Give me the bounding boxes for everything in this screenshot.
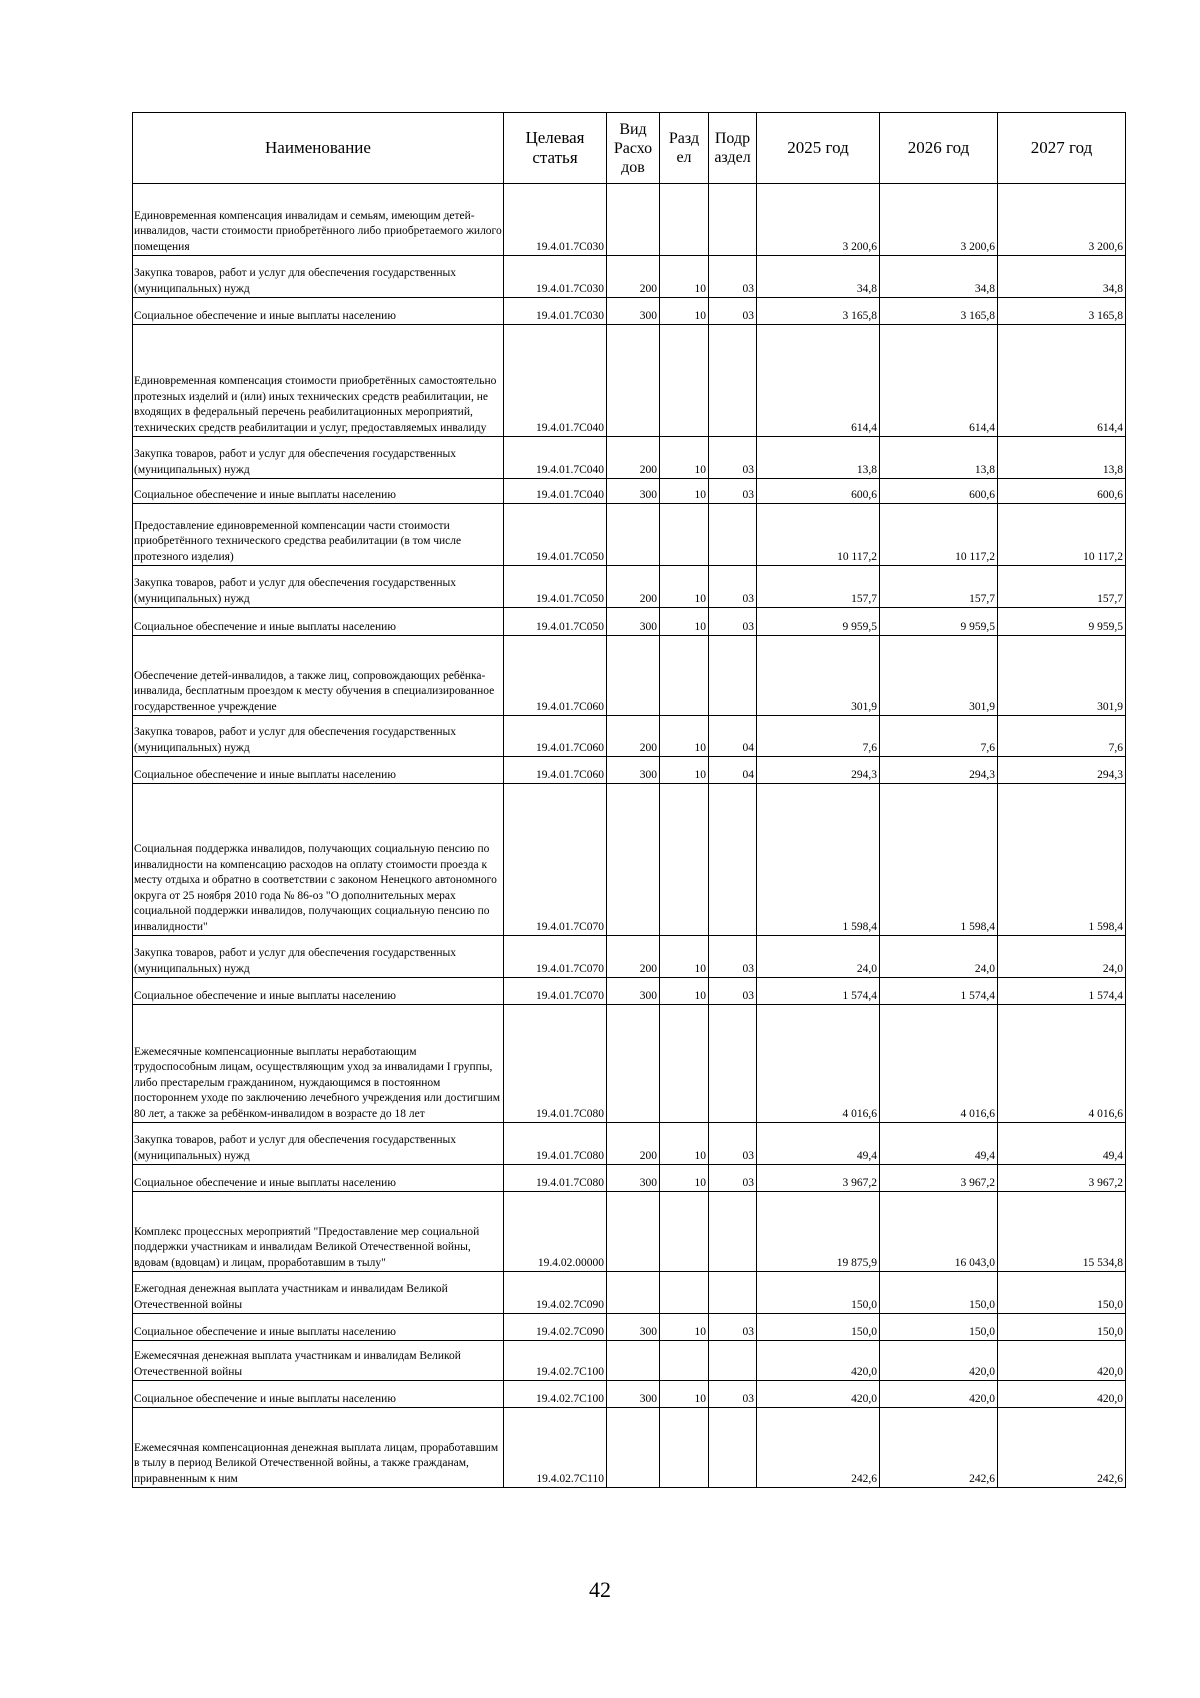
row-target-article: 19.4.01.7С060 <box>504 716 607 757</box>
row-value-2025: 420,0 <box>757 1381 880 1408</box>
row-expense-type: 300 <box>607 1165 660 1192</box>
row-subsection: 03 <box>709 256 757 298</box>
row-name: Единовременная компенсация инвалидам и семьям, имеющим детей-инвалидов, части стоимости приобретённого либо приобретаемого жилого помещения <box>133 184 504 256</box>
row-subsection: 03 <box>709 1165 757 1192</box>
row-expense-type: 300 <box>607 298 660 325</box>
row-name: Закупка товаров, работ и услуг для обеспечения государственных (муниципальных) нужд <box>133 936 504 978</box>
row-value-2025: 3 165,8 <box>757 298 880 325</box>
table-row <box>133 636 1126 716</box>
row-section <box>660 784 709 936</box>
row-target-article: 19.4.01.7С080 <box>504 1123 607 1165</box>
row-value-2026: 9 959,5 <box>880 608 998 636</box>
row-section: 10 <box>660 716 709 757</box>
row-subsection: 03 <box>709 1123 757 1165</box>
row-section: 10 <box>660 1381 709 1408</box>
table-row <box>133 1381 1126 1408</box>
row-value-2026: 614,4 <box>880 325 998 437</box>
row-subsection <box>709 1272 757 1314</box>
row-target-article: 19.4.01.7С080 <box>504 1005 607 1123</box>
row-value-2026: 13,8 <box>880 437 998 479</box>
row-subsection: 03 <box>709 608 757 636</box>
row-target-article: 19.4.01.7С070 <box>504 978 607 1005</box>
row-expense-type <box>607 1341 660 1381</box>
row-name: Комплекс процессных мероприятий "Предоставление мер социальной поддержки участникам и инвалидам Великой Отечественной войны, вдовам (вдовцам) и лицам, проработавшим в тылу" <box>133 1192 504 1272</box>
row-value-2026: 242,6 <box>880 1408 998 1488</box>
header-subsection: Подр аздел <box>709 113 757 184</box>
row-value-2025: 157,7 <box>757 566 880 608</box>
table-row <box>133 566 1126 608</box>
row-expense-type: 300 <box>607 479 660 504</box>
table-row <box>133 325 1126 437</box>
table-row <box>133 784 1126 936</box>
row-target-article: 19.4.01.7С060 <box>504 636 607 716</box>
table-header-row <box>133 113 1126 184</box>
row-name: Единовременная компенсация стоимости приобретённых самостоятельно протезных изделий и (или) иных технических средств реабилитации, не входящих в федеральный перечень реабилитационных мероприятий, технических средств реабилитации и услуг, предоставляемых инвалиду <box>133 325 504 437</box>
table-row <box>133 716 1126 757</box>
row-value-2027: 7,6 <box>998 716 1126 757</box>
table-row <box>133 608 1126 636</box>
row-value-2027: 614,4 <box>998 325 1126 437</box>
row-value-2025: 34,8 <box>757 256 880 298</box>
row-section: 10 <box>660 1314 709 1341</box>
row-subsection: 03 <box>709 437 757 479</box>
row-value-2027: 1 598,4 <box>998 784 1126 936</box>
row-value-2026: 301,9 <box>880 636 998 716</box>
row-expense-type <box>607 325 660 437</box>
row-section <box>660 1192 709 1272</box>
row-name: Социальное обеспечение и иные выплаты населению <box>133 978 504 1005</box>
row-value-2027: 4 016,6 <box>998 1005 1126 1123</box>
row-subsection: 03 <box>709 479 757 504</box>
row-value-2025: 150,0 <box>757 1314 880 1341</box>
table-row <box>133 1314 1126 1341</box>
header-name: Наименование <box>133 113 504 184</box>
row-value-2026: 1 598,4 <box>880 784 998 936</box>
row-name: Социальное обеспечение и иные выплаты населению <box>133 1165 504 1192</box>
table-row <box>133 1123 1126 1165</box>
row-name: Ежемесячные компенсационные выплаты неработающим трудоспособным лицам, осуществляющим уход за инвалидами I группы, либо престарелым гражданином, нуждающимся в постоянном постороннем уходе по заключению лечебного учреждения или достигшим 80 лет, а также за ребёнком-инвалидом в возрасте до 18 лет <box>133 1005 504 1123</box>
row-name: Закупка товаров, работ и услуг для обеспечения государственных (муниципальных) нужд <box>133 1123 504 1165</box>
row-target-article: 19.4.02.7С090 <box>504 1272 607 1314</box>
row-value-2026: 150,0 <box>880 1314 998 1341</box>
row-value-2027: 34,8 <box>998 256 1126 298</box>
row-expense-type: 200 <box>607 1123 660 1165</box>
row-section <box>660 184 709 256</box>
row-name: Закупка товаров, работ и услуг для обеспечения государственных (муниципальных) нужд <box>133 437 504 479</box>
row-name: Социальное обеспечение и иные выплаты населению <box>133 757 504 784</box>
row-expense-type <box>607 784 660 936</box>
row-value-2027: 49,4 <box>998 1123 1126 1165</box>
row-target-article: 19.4.02.00000 <box>504 1192 607 1272</box>
row-value-2026: 16 043,0 <box>880 1192 998 1272</box>
table-row <box>133 256 1126 298</box>
row-value-2027: 301,9 <box>998 636 1126 716</box>
row-name: Социальное обеспечение и иные выплаты населению <box>133 1314 504 1341</box>
row-value-2026: 4 016,6 <box>880 1005 998 1123</box>
row-subsection <box>709 1341 757 1381</box>
row-value-2027: 3 200,6 <box>998 184 1126 256</box>
budget-table-container <box>132 112 1125 1488</box>
table-row <box>133 978 1126 1005</box>
row-expense-type: 300 <box>607 757 660 784</box>
row-subsection <box>709 504 757 566</box>
row-subsection <box>709 325 757 437</box>
row-target-article: 19.4.02.7С110 <box>504 1408 607 1488</box>
row-name: Ежемесячная денежная выплата участникам и инвалидам Великой Отечественной войны <box>133 1341 504 1381</box>
row-value-2025: 150,0 <box>757 1272 880 1314</box>
row-expense-type <box>607 184 660 256</box>
row-value-2026: 3 165,8 <box>880 298 998 325</box>
row-section <box>660 1341 709 1381</box>
row-target-article: 19.4.01.7С060 <box>504 757 607 784</box>
row-value-2027: 294,3 <box>998 757 1126 784</box>
row-value-2027: 242,6 <box>998 1408 1126 1488</box>
row-target-article: 19.4.01.7С030 <box>504 184 607 256</box>
row-expense-type: 200 <box>607 566 660 608</box>
row-expense-type <box>607 1192 660 1272</box>
row-section: 10 <box>660 566 709 608</box>
table-row <box>133 936 1126 978</box>
row-value-2025: 301,9 <box>757 636 880 716</box>
header-target-article: Целевая статья <box>504 113 607 184</box>
row-subsection: 03 <box>709 1314 757 1341</box>
row-expense-type: 300 <box>607 1314 660 1341</box>
row-value-2027: 420,0 <box>998 1341 1126 1381</box>
row-subsection: 04 <box>709 716 757 757</box>
table-row <box>133 437 1126 479</box>
row-value-2026: 1 574,4 <box>880 978 998 1005</box>
row-subsection <box>709 184 757 256</box>
row-target-article: 19.4.01.7С050 <box>504 504 607 566</box>
row-section: 10 <box>660 479 709 504</box>
row-name: Закупка товаров, работ и услуг для обеспечения государственных (муниципальных) нужд <box>133 566 504 608</box>
table-row <box>133 1272 1126 1314</box>
table-row <box>133 1192 1126 1272</box>
row-subsection: 03 <box>709 936 757 978</box>
table-row <box>133 1341 1126 1381</box>
header-expense-type: Вид Расхо дов <box>607 113 660 184</box>
row-value-2025: 1 574,4 <box>757 978 880 1005</box>
row-value-2025: 49,4 <box>757 1123 880 1165</box>
table-row <box>133 1165 1126 1192</box>
row-value-2026: 420,0 <box>880 1341 998 1381</box>
row-value-2026: 24,0 <box>880 936 998 978</box>
row-section <box>660 1408 709 1488</box>
row-value-2027: 3 165,8 <box>998 298 1126 325</box>
table-row <box>133 298 1126 325</box>
row-target-article: 19.4.01.7С050 <box>504 608 607 636</box>
row-value-2026: 157,7 <box>880 566 998 608</box>
row-target-article: 19.4.01.7С070 <box>504 936 607 978</box>
row-section: 10 <box>660 256 709 298</box>
row-target-article: 19.4.01.7С030 <box>504 298 607 325</box>
row-section: 10 <box>660 608 709 636</box>
row-value-2025: 7,6 <box>757 716 880 757</box>
row-expense-type <box>607 1408 660 1488</box>
row-subsection: 04 <box>709 757 757 784</box>
row-target-article: 19.4.02.7С090 <box>504 1314 607 1341</box>
row-expense-type: 300 <box>607 608 660 636</box>
row-subsection <box>709 1005 757 1123</box>
row-section <box>660 1005 709 1123</box>
row-section <box>660 636 709 716</box>
row-section: 10 <box>660 978 709 1005</box>
row-value-2026: 49,4 <box>880 1123 998 1165</box>
row-value-2026: 10 117,2 <box>880 504 998 566</box>
row-value-2025: 1 598,4 <box>757 784 880 936</box>
row-subsection: 03 <box>709 298 757 325</box>
row-value-2026: 600,6 <box>880 479 998 504</box>
row-value-2026: 3 200,6 <box>880 184 998 256</box>
row-section: 10 <box>660 1123 709 1165</box>
row-section <box>660 325 709 437</box>
row-target-article: 19.4.02.7С100 <box>504 1341 607 1381</box>
row-section: 10 <box>660 757 709 784</box>
row-name: Социальное обеспечение и иные выплаты населению <box>133 298 504 325</box>
table-row <box>133 1005 1126 1123</box>
row-value-2027: 13,8 <box>998 437 1126 479</box>
row-value-2026: 150,0 <box>880 1272 998 1314</box>
row-value-2025: 3 200,6 <box>757 184 880 256</box>
row-value-2027: 9 959,5 <box>998 608 1126 636</box>
row-expense-type: 300 <box>607 978 660 1005</box>
header-section: Разд ел <box>660 113 709 184</box>
row-value-2025: 4 016,6 <box>757 1005 880 1123</box>
row-value-2026: 34,8 <box>880 256 998 298</box>
row-value-2027: 157,7 <box>998 566 1126 608</box>
row-target-article: 19.4.01.7С070 <box>504 784 607 936</box>
table-row <box>133 479 1126 504</box>
row-value-2025: 13,8 <box>757 437 880 479</box>
table-row <box>133 184 1126 256</box>
row-target-article: 19.4.01.7С050 <box>504 566 607 608</box>
row-value-2026: 3 967,2 <box>880 1165 998 1192</box>
row-expense-type: 200 <box>607 256 660 298</box>
row-section: 10 <box>660 437 709 479</box>
row-value-2027: 10 117,2 <box>998 504 1126 566</box>
header-year-2025: 2025 год <box>757 113 880 184</box>
row-section: 10 <box>660 298 709 325</box>
row-subsection <box>709 1192 757 1272</box>
row-subsection: 03 <box>709 1381 757 1408</box>
row-expense-type <box>607 1005 660 1123</box>
row-value-2025: 294,3 <box>757 757 880 784</box>
row-value-2025: 24,0 <box>757 936 880 978</box>
table-row <box>133 1408 1126 1488</box>
page-number: 42 <box>589 1577 611 1602</box>
row-value-2027: 420,0 <box>998 1381 1126 1408</box>
row-section <box>660 1272 709 1314</box>
row-subsection <box>709 1408 757 1488</box>
row-value-2027: 15 534,8 <box>998 1192 1126 1272</box>
row-value-2025: 614,4 <box>757 325 880 437</box>
row-name: Социальное обеспечение и иные выплаты населению <box>133 479 504 504</box>
row-value-2027: 1 574,4 <box>998 978 1126 1005</box>
row-value-2027: 3 967,2 <box>998 1165 1126 1192</box>
table-body <box>133 184 1126 1488</box>
row-value-2025: 3 967,2 <box>757 1165 880 1192</box>
row-target-article: 19.4.02.7С100 <box>504 1381 607 1408</box>
row-section <box>660 504 709 566</box>
row-target-article: 19.4.01.7С040 <box>504 437 607 479</box>
table-row <box>133 757 1126 784</box>
row-expense-type: 200 <box>607 437 660 479</box>
row-value-2027: 150,0 <box>998 1314 1126 1341</box>
row-name: Ежемесячная компенсационная денежная выплата лицам, проработавшим в тылу в период Великой Отечественной войны, а также гражданам, приравненным к ним <box>133 1408 504 1488</box>
table-row <box>133 504 1126 566</box>
row-value-2025: 600,6 <box>757 479 880 504</box>
row-name: Социальное обеспечение и иные выплаты населению <box>133 1381 504 1408</box>
row-value-2027: 150,0 <box>998 1272 1126 1314</box>
row-name: Закупка товаров, работ и услуг для обеспечения государственных (муниципальных) нужд <box>133 716 504 757</box>
row-section: 10 <box>660 936 709 978</box>
budget-table <box>132 112 1126 1488</box>
row-value-2026: 420,0 <box>880 1381 998 1408</box>
row-value-2025: 10 117,2 <box>757 504 880 566</box>
row-subsection: 03 <box>709 566 757 608</box>
row-target-article: 19.4.01.7С040 <box>504 479 607 504</box>
row-value-2026: 7,6 <box>880 716 998 757</box>
row-expense-type <box>607 636 660 716</box>
row-value-2027: 24,0 <box>998 936 1126 978</box>
row-expense-type <box>607 504 660 566</box>
row-value-2025: 9 959,5 <box>757 608 880 636</box>
row-target-article: 19.4.01.7С030 <box>504 256 607 298</box>
header-year-2026: 2026 год <box>880 113 998 184</box>
row-target-article: 19.4.01.7С040 <box>504 325 607 437</box>
row-subsection <box>709 784 757 936</box>
row-name: Социальная поддержка инвалидов, получающих социальную пенсию по инвалидности на компенсацию расходов на оплату стоимости проезда к месту отдыха и обратно в соответствии с законом Ненецкого автономного округа от 25 ноября 2010 года № 86-оз "О дополнительных мерах социальной поддержки инвалидов, получающих социальную пенсию по инвалидности" <box>133 784 504 936</box>
row-value-2026: 294,3 <box>880 757 998 784</box>
row-name: Предоставление единовременной компенсации части стоимости приобретённого технического средства реабилитации (в том числе протезного изделия) <box>133 504 504 566</box>
row-section: 10 <box>660 1165 709 1192</box>
row-name: Социальное обеспечение и иные выплаты населению <box>133 608 504 636</box>
row-value-2025: 242,6 <box>757 1408 880 1488</box>
row-subsection <box>709 636 757 716</box>
row-expense-type: 200 <box>607 936 660 978</box>
row-subsection: 03 <box>709 978 757 1005</box>
row-expense-type <box>607 1272 660 1314</box>
row-name: Обеспечение детей-инвалидов, а также лиц, сопровождающих ребёнка-инвалида, бесплатным проездом к месту обучения в специализированное государственное учреждение <box>133 636 504 716</box>
row-expense-type: 300 <box>607 1381 660 1408</box>
header-year-2027: 2027 год <box>998 113 1126 184</box>
row-name: Закупка товаров, работ и услуг для обеспечения государственных (муниципальных) нужд <box>133 256 504 298</box>
row-name: Ежегодная денежная выплата участникам и инвалидам Великой Отечественной войны <box>133 1272 504 1314</box>
row-value-2027: 600,6 <box>998 479 1126 504</box>
row-value-2025: 19 875,9 <box>757 1192 880 1272</box>
row-expense-type: 200 <box>607 716 660 757</box>
row-value-2025: 420,0 <box>757 1341 880 1381</box>
row-target-article: 19.4.01.7С080 <box>504 1165 607 1192</box>
